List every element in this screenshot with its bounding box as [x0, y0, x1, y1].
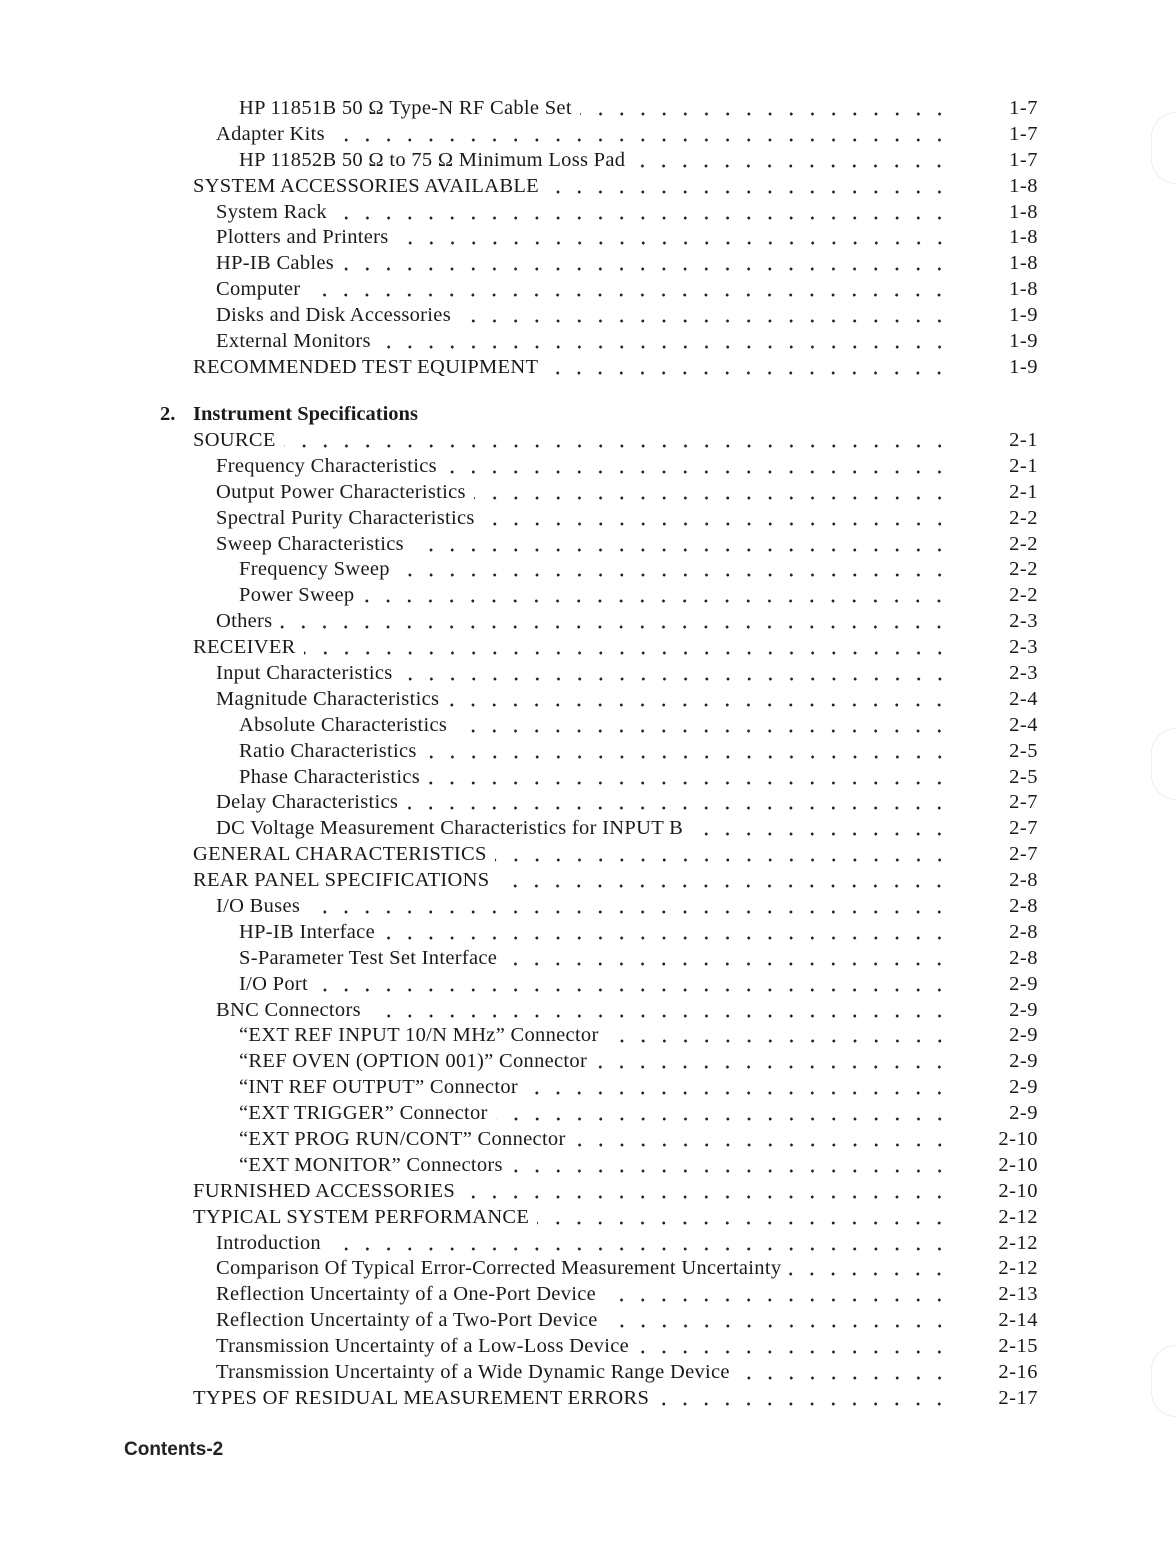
toc-entry[interactable] [0, 147, 1176, 173]
toc-entry[interactable] [0, 919, 1176, 945]
toc-entry-page: 2-7 [1009, 791, 1038, 814]
chapter-title: Instrument Specifications [193, 403, 418, 425]
toc-entry[interactable] [0, 302, 1176, 328]
binder-hole [1151, 1345, 1176, 1417]
toc-entry-page: 2-7 [1009, 843, 1038, 866]
toc-entry-title: SYSTEM ACCESSORIES AVAILABLE [193, 174, 539, 197]
toc-entry-page: 2-5 [1009, 765, 1038, 788]
dot-leader [511, 1152, 952, 1178]
dot-leader [546, 354, 952, 380]
toc-entry-title: Plotters and Printers [216, 226, 389, 249]
toc-entry-title: TYPICAL SYSTEM PERFORMANCE [193, 1205, 530, 1228]
toc-entry-page: 2-15 [998, 1335, 1038, 1358]
toc-entry[interactable] [0, 997, 1176, 1023]
toc-entry[interactable] [0, 173, 1176, 199]
toc-entry[interactable] [0, 867, 1176, 893]
toc-entry[interactable] [0, 250, 1176, 276]
toc-entry-title: Reflection Uncertainty of a One-Port Device [216, 1283, 597, 1306]
toc-entry-title: Computer [216, 278, 301, 301]
toc-entry-page: 1-8 [1009, 200, 1038, 223]
toc-entry-title: Input Characteristics [216, 662, 393, 684]
dot-leader [406, 789, 952, 815]
toc-entry-page: 2-12 [998, 1205, 1038, 1228]
toc-entry-title: “REF OVEN (OPTION 001)” Connector [239, 1050, 588, 1073]
toc-entry-title: Comparison Of Typical Error-Corrected Measurement Uncertainty [216, 1257, 782, 1280]
toc-entry-page: 2-8 [1009, 869, 1038, 892]
dot-leader [412, 531, 952, 557]
toc-entry-page: 2-1 [1009, 480, 1038, 503]
dot-leader [496, 1100, 952, 1126]
dot-leader [398, 556, 952, 582]
toc-entry-page: 1-7 [1009, 148, 1038, 171]
dot-leader [308, 893, 952, 919]
dot-leader [428, 764, 952, 790]
toc-entry-title: External Monitors [216, 330, 371, 352]
dot-leader [401, 660, 952, 686]
toc-entry[interactable] [0, 328, 1176, 354]
toc-entry-page: 2-5 [1009, 739, 1038, 762]
toc-entry-title: HP 11851B 50 Ω Type-N RF Cable Set [239, 97, 572, 119]
dot-leader [505, 945, 952, 971]
toc-entry[interactable] [0, 582, 1176, 608]
dot-leader [547, 173, 952, 199]
dot-leader [574, 1126, 952, 1152]
toc-entry[interactable] [0, 608, 1176, 634]
toc-entry[interactable] [0, 945, 1176, 971]
dot-leader [459, 302, 952, 328]
toc-entry-page: 1-8 [1009, 226, 1038, 249]
toc-entry-page: 2-3 [1009, 610, 1038, 633]
toc-entry[interactable] [0, 1307, 1176, 1333]
dot-leader [280, 608, 952, 634]
dot-leader [789, 1255, 952, 1281]
dot-leader [526, 1074, 952, 1100]
toc-entry[interactable] [0, 1255, 1176, 1281]
dot-leader [604, 1281, 952, 1307]
toc-entry[interactable] [0, 738, 1176, 764]
dot-leader [397, 224, 952, 250]
dot-leader [595, 1048, 952, 1074]
toc-entry-title: Power Sweep [239, 584, 355, 607]
dot-leader [606, 1307, 952, 1333]
toc-entry-title: Ratio Characteristics [239, 739, 417, 762]
toc-entry-title: REAR PANEL SPECIFICATIONS [193, 869, 490, 892]
toc-entry-page: 2-3 [1009, 662, 1038, 684]
toc-entry-page: 2-9 [1009, 972, 1038, 995]
toc-entry-page: 2-9 [1009, 1076, 1038, 1099]
toc-entry-title: HP-IB Cables [216, 252, 335, 275]
dot-leader [329, 1230, 952, 1256]
toc-entry[interactable] [0, 354, 1176, 380]
toc-entry-page: 2-10 [998, 1179, 1038, 1202]
toc-entry-title: BNC Connectors [216, 998, 361, 1021]
dot-leader [284, 427, 952, 453]
dot-leader [495, 841, 952, 867]
toc-entry-page: 2-2 [1009, 584, 1038, 607]
toc-entry-title: Sweep Characteristics [216, 532, 404, 555]
toc-entry-page: 2-2 [1009, 506, 1038, 529]
toc-entry[interactable] [0, 1204, 1176, 1230]
dot-leader [691, 815, 952, 841]
toc-entry-title: “EXT MONITOR” Connectors [239, 1153, 503, 1176]
toc-entry-page: 1-8 [1009, 278, 1038, 301]
toc-entry-page: 2-8 [1009, 946, 1038, 969]
toc-entry-page: 1-7 [1009, 122, 1038, 145]
toc-entry-title: FURNISHED ACCESSORIES [193, 1179, 456, 1202]
toc-entry[interactable] [0, 1022, 1176, 1048]
dot-leader [335, 199, 952, 225]
toc-entry[interactable] [0, 276, 1176, 302]
toc-entry[interactable] [0, 1178, 1176, 1204]
toc-entry[interactable] [0, 1230, 1176, 1256]
toc-entry[interactable] [0, 686, 1176, 712]
toc-entry-title: “EXT TRIGGER” Connector [239, 1102, 488, 1125]
binder-hole [1151, 728, 1176, 800]
toc-entry[interactable] [0, 660, 1176, 686]
toc-entry-page: 1-9 [1009, 330, 1038, 352]
toc-entry-title: “EXT REF INPUT 10/N MHz” Connector [239, 1024, 599, 1047]
footer-page-label: Contents-2 [124, 1439, 224, 1460]
dot-leader [607, 1022, 952, 1048]
dot-leader [369, 997, 952, 1023]
toc-entry-title: RECOMMENDED TEST EQUIPMENT [193, 355, 539, 378]
toc-entry-page: 1-8 [1009, 174, 1038, 197]
dot-leader [657, 1385, 952, 1411]
toc-entry-title: Adapter Kits [216, 122, 325, 145]
toc-entry-title: S-Parameter Test Set Interface [239, 946, 498, 969]
toc-entry[interactable] [0, 556, 1176, 582]
toc-entry-title: TYPES OF RESIDUAL MEASUREMENT ERRORS [193, 1386, 650, 1409]
binder-hole [1151, 112, 1176, 184]
toc-entry-page: 2-9 [1009, 998, 1038, 1021]
toc-entry[interactable] [0, 1126, 1176, 1152]
toc-entry-title: GENERAL CHARACTERISTICS [193, 843, 487, 866]
toc-entry-title: Disks and Disk Accessories [216, 304, 451, 327]
dot-leader [425, 738, 952, 764]
toc-entry-title: “EXT PROG RUN/CONT” Connector [239, 1128, 566, 1151]
toc-entry[interactable] [0, 1074, 1176, 1100]
toc-entry-page: 2-9 [1009, 1102, 1038, 1125]
toc-entry-page: 1-9 [1009, 304, 1038, 327]
toc-entry[interactable] [0, 712, 1176, 738]
toc-entry-page: 2-17 [998, 1386, 1038, 1409]
dot-leader [333, 121, 952, 147]
toc-entry-page: 2-9 [1009, 1050, 1038, 1073]
dot-leader [483, 505, 952, 531]
dot-leader [304, 634, 952, 660]
dot-leader [342, 250, 952, 276]
toc-entry-title: Delay Characteristics [216, 791, 399, 814]
toc-entry-page: 2-12 [998, 1231, 1038, 1254]
dot-leader [379, 328, 952, 354]
toc-entry[interactable] [0, 1048, 1176, 1074]
toc-entry-page: 2-10 [998, 1153, 1038, 1176]
toc-entry-page: 2-2 [1009, 532, 1038, 555]
toc-entry-page: 2-14 [998, 1309, 1038, 1332]
toc-entry[interactable] [0, 453, 1176, 479]
dot-leader [455, 712, 952, 738]
toc-entry-title: Output Power Characteristics [216, 480, 466, 503]
chapter-number: 2. [160, 403, 176, 425]
dot-leader [637, 1333, 952, 1359]
toc-entry[interactable] [0, 427, 1176, 453]
dot-leader [633, 147, 952, 173]
toc-entry-title: Frequency Sweep [239, 558, 390, 581]
toc-entry[interactable] [0, 531, 1176, 557]
toc-entry-page: 2-1 [1009, 454, 1038, 477]
toc-entry-page: 2-8 [1009, 895, 1038, 918]
dot-leader [497, 867, 952, 893]
toc-entry-page: 1-7 [1009, 97, 1038, 119]
toc-entry-title: I/O Port [239, 972, 309, 995]
toc-entry-page: 2-9 [1009, 1024, 1038, 1047]
toc-entry-title: Frequency Characteristics [216, 454, 437, 477]
toc-entry-page: 2-13 [998, 1283, 1038, 1306]
toc-entry-page: 2-16 [998, 1361, 1038, 1384]
toc-entry-page: 2-7 [1009, 817, 1038, 840]
toc-entry[interactable] [0, 224, 1176, 250]
toc-entry-page: 2-12 [998, 1257, 1038, 1280]
dot-leader [463, 1178, 952, 1204]
toc-entry-title: Phase Characteristics [239, 765, 421, 788]
toc-entry-page: 2-1 [1009, 429, 1038, 451]
toc-entry[interactable] [0, 1281, 1176, 1307]
toc-entry[interactable] [0, 815, 1176, 841]
toc-entry-title: HP 11852B 50 Ω to 75 Ω Minimum Loss Pad [239, 148, 626, 171]
toc-entry[interactable] [0, 841, 1176, 867]
toc-entry-title: I/O Buses [216, 895, 301, 918]
toc-entry-page: 1-9 [1009, 355, 1038, 378]
toc-entry-title: Transmission Uncertainty of a Wide Dynamic Range Device [216, 1361, 730, 1384]
toc-entry-title: DC Voltage Measurement Characteristics for INPUT B [216, 817, 684, 840]
dot-leader [445, 453, 952, 479]
toc-entry-title: SOURCE [193, 429, 276, 451]
toc-entry-page: 2-4 [1009, 687, 1038, 710]
toc-entry-page: 2-4 [1009, 713, 1038, 736]
toc-entry[interactable] [0, 634, 1176, 660]
toc-entry-title: Absolute Characteristics [239, 713, 448, 736]
dot-leader [537, 1204, 952, 1230]
toc-entry-title: Others [216, 610, 273, 633]
toc-entry-title: RECEIVER [193, 636, 296, 659]
toc-entry-title: Spectral Purity Characteristics [216, 506, 475, 529]
toc-entry[interactable] [0, 764, 1176, 790]
toc-entry[interactable] [0, 1359, 1176, 1385]
toc-entry[interactable] [0, 1152, 1176, 1178]
toc-entry-title: HP-IB Interface [239, 920, 375, 943]
toc-entry[interactable] [0, 971, 1176, 997]
dot-leader [362, 582, 952, 608]
toc-entry[interactable] [0, 893, 1176, 919]
dot-leader [447, 686, 952, 712]
dot-leader [474, 479, 952, 505]
toc-entry-title: “INT REF OUTPUT” Connector [239, 1076, 519, 1099]
toc-entry[interactable] [0, 789, 1176, 815]
toc-entry-title: Transmission Uncertainty of a Low-Loss Device [216, 1335, 629, 1358]
toc-entry[interactable] [0, 505, 1176, 531]
toc-entry[interactable] [0, 479, 1176, 505]
dot-leader [308, 276, 952, 302]
toc-entry[interactable] [0, 1100, 1176, 1126]
toc-entry-page: 2-8 [1009, 920, 1038, 943]
toc-entry[interactable] [0, 121, 1176, 147]
dot-leader [738, 1359, 952, 1385]
toc-entry[interactable] [0, 95, 1176, 121]
toc-entry-page: 2-2 [1009, 558, 1038, 581]
toc-entry-page: 2-3 [1009, 636, 1038, 659]
dot-leader [383, 919, 952, 945]
toc-entry-page: 2-10 [998, 1128, 1038, 1151]
toc-entry-title: System Rack [216, 200, 327, 223]
toc-entry-page: 1-8 [1009, 252, 1038, 275]
toc-entry[interactable] [0, 1385, 1176, 1411]
toc-entry[interactable] [0, 1333, 1176, 1359]
toc-entry-title: Introduction [216, 1231, 321, 1254]
toc-entry[interactable] [0, 199, 1176, 225]
dot-leader [580, 95, 952, 121]
toc-entry-title: Reflection Uncertainty of a Two-Port Device [216, 1309, 598, 1332]
dot-leader [316, 971, 952, 997]
toc-entry-title: Magnitude Characteristics [216, 687, 440, 710]
